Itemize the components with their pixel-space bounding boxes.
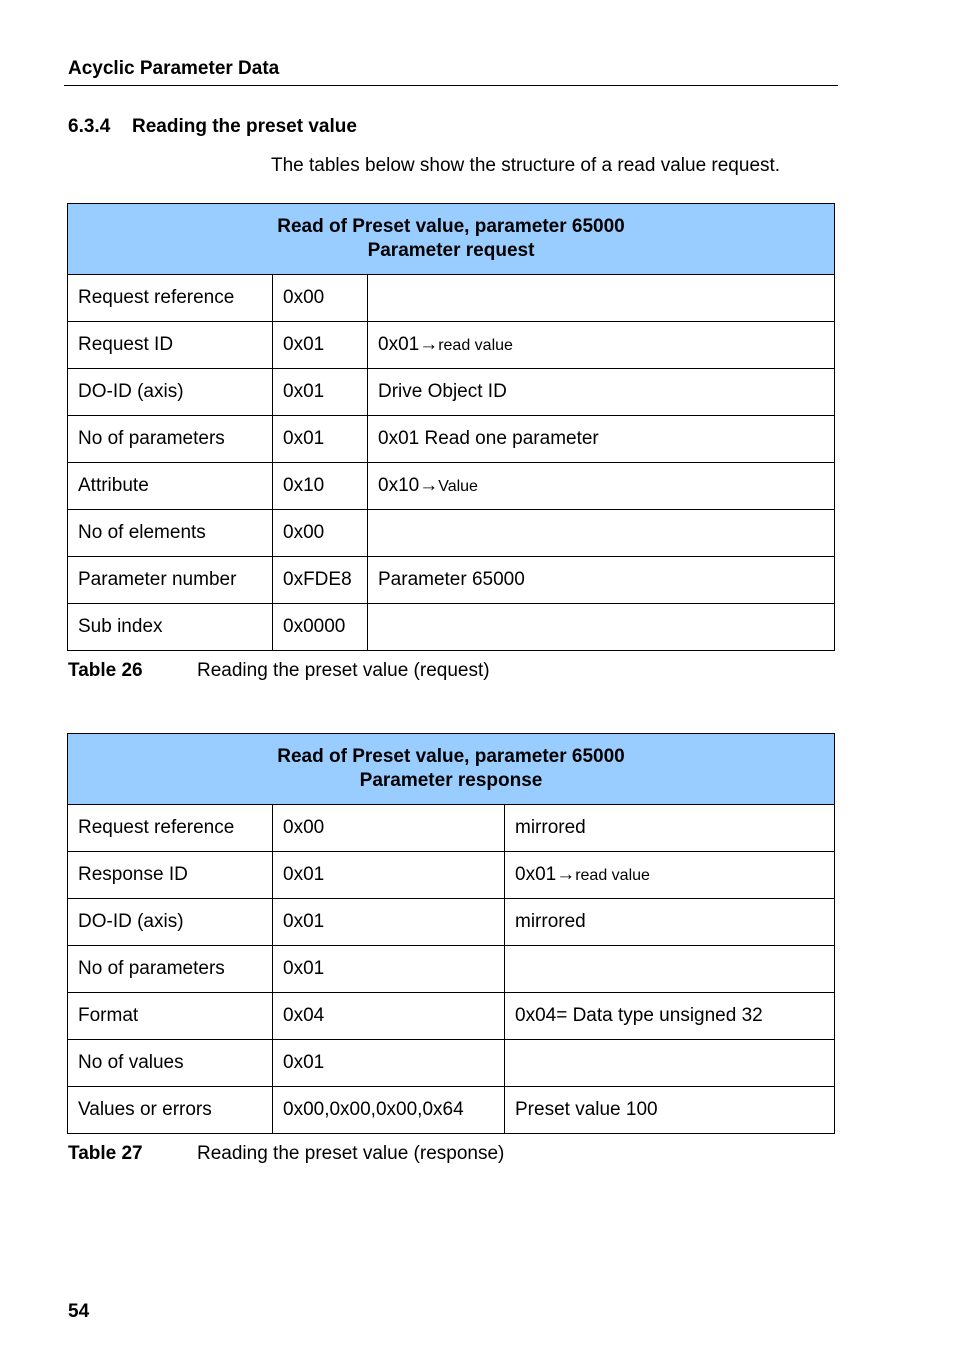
row-description (368, 416, 835, 463)
table-row (68, 1087, 835, 1134)
table-row (68, 510, 835, 557)
response-table-header (68, 734, 835, 805)
row-value: 0x0000 (273, 604, 368, 651)
header-rule (64, 85, 838, 86)
page-number: 54 (68, 1301, 90, 1322)
row-name: Request reference (68, 275, 273, 322)
caption-label: Table 26 (68, 660, 143, 681)
row-value: 0x01 (273, 322, 368, 369)
table-row (68, 557, 835, 604)
row-value: 0x01 (273, 1040, 505, 1087)
request-table-header-row (68, 204, 835, 275)
table-row (68, 275, 835, 322)
row-description (368, 463, 835, 510)
row-description (505, 852, 835, 899)
row-name: Request reference (68, 805, 273, 852)
row-description (368, 275, 835, 322)
caption-text: Reading the preset value (request) (197, 660, 490, 681)
row-name: Format (68, 993, 273, 1040)
row-value: 0x01 (273, 852, 505, 899)
row-description (505, 899, 835, 946)
description-suffix: read value (575, 867, 650, 884)
description-text: Preset value 100 (515, 1099, 658, 1120)
table-row (68, 1040, 835, 1087)
row-description (368, 604, 835, 651)
caption-text: Reading the preset value (response) (197, 1143, 505, 1164)
row-name: DO-ID (axis) (68, 369, 273, 416)
section-number: 6.3.4 (68, 116, 111, 137)
table-row (68, 369, 835, 416)
table-row (68, 993, 835, 1040)
table-row (68, 604, 835, 651)
row-name: DO-ID (axis) (68, 899, 273, 946)
table-row (68, 946, 835, 993)
table-row (68, 463, 835, 510)
row-name: Values or errors (68, 1087, 273, 1134)
row-value: 0x00 (273, 510, 368, 557)
request-table-caption (68, 660, 490, 682)
row-value: 0x10 (273, 463, 368, 510)
request-table (67, 203, 835, 651)
description-suffix: read value (438, 337, 513, 354)
row-description (368, 510, 835, 557)
row-description (505, 946, 835, 993)
row-name: Parameter number (68, 557, 273, 604)
response-table-subtitle: Parameter response (359, 770, 543, 791)
intro-text: The tables below show the structure of a read value request. (271, 155, 781, 176)
row-description (505, 1040, 835, 1087)
description-text: 0x01 Read one parameter (378, 428, 599, 449)
description-suffix: Value (438, 478, 478, 495)
row-value: 0x00,0x00,0x00,0x64 (273, 1087, 505, 1134)
description-text: 0x10→ (378, 475, 439, 496)
row-description (368, 322, 835, 369)
table-row (68, 805, 835, 852)
description-text: Parameter 65000 (378, 569, 525, 590)
section-heading (68, 116, 357, 138)
row-description (505, 993, 835, 1040)
row-name: Sub index (68, 604, 273, 651)
row-value: 0x04 (273, 993, 505, 1040)
description-text: Drive Object ID (378, 381, 507, 402)
description-text: 0x01→ (378, 334, 439, 355)
table-row (68, 416, 835, 463)
request-table-subtitle: Parameter request (367, 240, 535, 261)
row-name: No of values (68, 1040, 273, 1087)
row-value: 0x00 (273, 805, 505, 852)
row-name: Attribute (68, 463, 273, 510)
row-name: No of elements (68, 510, 273, 557)
row-value: 0xFDE8 (273, 557, 368, 604)
row-name: Request ID (68, 322, 273, 369)
response-table-title: Read of Preset value, parameter 65000 (277, 746, 625, 767)
description-text: 0x01→ (515, 864, 576, 885)
response-table-header-row (68, 734, 835, 805)
description-text: 0x04= Data type unsigned 32 (515, 1005, 763, 1026)
row-description (505, 1087, 835, 1134)
response-table-caption (68, 1143, 504, 1165)
table-row (68, 852, 835, 899)
row-name: No of parameters (68, 416, 273, 463)
caption-label: Table 27 (68, 1143, 143, 1164)
description-text: mirrored (515, 911, 586, 932)
table-row (68, 322, 835, 369)
section-title: Reading the preset value (132, 116, 357, 137)
description-text: mirrored (515, 817, 586, 838)
row-name: Response ID (68, 852, 273, 899)
row-value: 0x01 (273, 899, 505, 946)
running-head: Acyclic Parameter Data (68, 58, 280, 79)
request-table-title: Read of Preset value, parameter 65000 (277, 216, 625, 237)
response-table (67, 733, 835, 1134)
row-description (505, 805, 835, 852)
request-table-header (68, 204, 835, 275)
row-value: 0x00 (273, 275, 368, 322)
row-description (368, 369, 835, 416)
table-row (68, 899, 835, 946)
row-value: 0x01 (273, 369, 368, 416)
row-description (368, 557, 835, 604)
row-value: 0x01 (273, 416, 368, 463)
row-value: 0x01 (273, 946, 505, 993)
row-name: No of parameters (68, 946, 273, 993)
